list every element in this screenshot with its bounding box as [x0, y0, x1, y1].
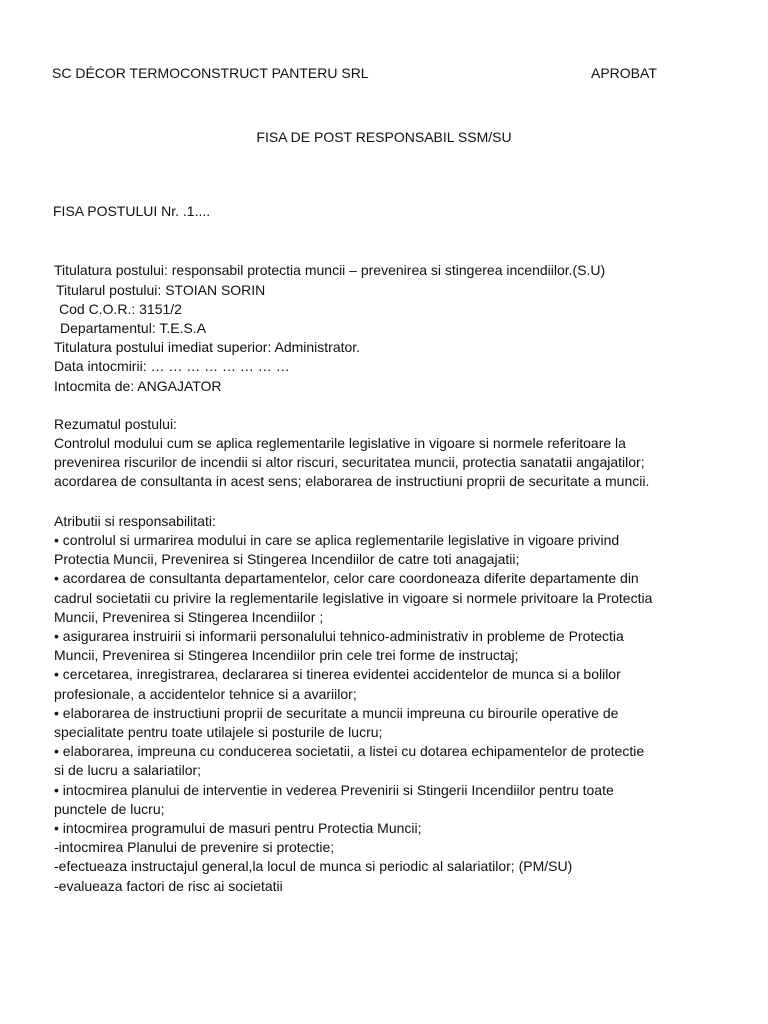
duty-line: -intocmirea Planului de prevenire si protectie; [54, 839, 335, 856]
duty-line: • elaborarea de instructiuni proprii de securitate a muncii impreuna cu birourile operative de [54, 704, 619, 721]
approved-label: APROBAT [591, 65, 657, 81]
duty-line: punctele de lucru; [54, 800, 165, 817]
info-line: Departamentul: T.E.S.A [60, 320, 207, 336]
duty-line: • asigurarea instruirii si informarii personalului tehnico-administrativ in probleme de Protectia [54, 628, 624, 645]
duty-line: • elaborarea, impreuna cu conducerea societatii, a listei cu dotarea echipamentelor de protectie [54, 743, 645, 760]
duty-line: cadrul societatii cu privire la reglementarile legislative in vigoare si normele privitoare la Protectia [54, 589, 653, 606]
summary-line: acordarea de consultanta in acest sens; elaborarea de instructiuni proprii de securitate a muncii. [54, 473, 650, 490]
info-line: Titularul postului: STOIAN SORIN [56, 282, 266, 298]
company-name: SC DÉCOR TERMOCONSTRUCT PANTERU SRL [52, 65, 369, 81]
duty-line: • cercetarea, inregistrarea, declararea si tinerea evidentei accidentelor de munca si a bolilor [54, 666, 621, 683]
duties-list [54, 531, 734, 896]
info-line: Data intocmirii: … … … … … … … … [54, 358, 290, 374]
duty-line: -efectueaza instructajul general,la locul de munca si periodic al salariatilor; (PM/SU) [54, 858, 573, 875]
duty-line: Muncii, Prevenirea si Stingerea Incendiilor prin cele trei forme de instructaj; [54, 647, 519, 664]
duty-line: • acordarea de consultanta departamentelor, celor care coordoneaza diferite departamente din [54, 570, 639, 587]
info-line: Cod C.O.R.: 3151/2 [59, 301, 182, 317]
summary-line: prevenirea riscurilor de incendii si altor riscuri, securitatea muncii, protectia sanatatii angajatilor; [54, 454, 645, 471]
duties-heading: Atributii si responsabilitati: [54, 513, 216, 529]
duty-line: • intocmirea programului de masuri pentru Protectia Muncii; [54, 820, 422, 837]
post-number: FISA POSTULUI Nr. .1.... [53, 203, 211, 219]
duty-line: -evalueaza factori de risc ai societatii [54, 877, 283, 894]
duty-line: si de lucru a salariatilor; [54, 762, 202, 779]
summary-line: Controlul modului cum se aplica reglementarile legislative in vigoare si normele referitoare la [54, 435, 626, 451]
summary-heading: Rezumatul postului: [54, 416, 177, 432]
document-title: FISA DE POST RESPONSABIL SSM/SU [256, 129, 512, 145]
duty-line: profesionale, a accidentelor tehnice si a avariilor; [54, 685, 357, 702]
info-line: Intocmita de: ANGAJATOR [54, 378, 222, 394]
duty-line: specialitate pentru toate utilajele si posturile de lucru; [54, 724, 383, 741]
duty-line: Protectia Muncii, Prevenirea si Stingerea Incendiilor de catre toti anagajatii; [54, 551, 520, 568]
info-line: Titulatura postului imediat superior: Administrator. [54, 339, 361, 355]
summary-body [54, 434, 734, 492]
duty-line: Muncii, Prevenirea si Stingerea Incendiilor ; [54, 608, 324, 625]
duty-line: • intocmirea planului de interventie in vederea Prevenirii si Stingerii Incendiilor pentru toate [54, 781, 614, 798]
info-line: Titulatura postului: responsabil protectia muncii – prevenirea si stingerea incendiilor.(S.U) [54, 262, 606, 278]
duty-line: • controlul si urmarirea modului in care se aplica reglementarile legislative in vigoare privind [54, 532, 620, 548]
